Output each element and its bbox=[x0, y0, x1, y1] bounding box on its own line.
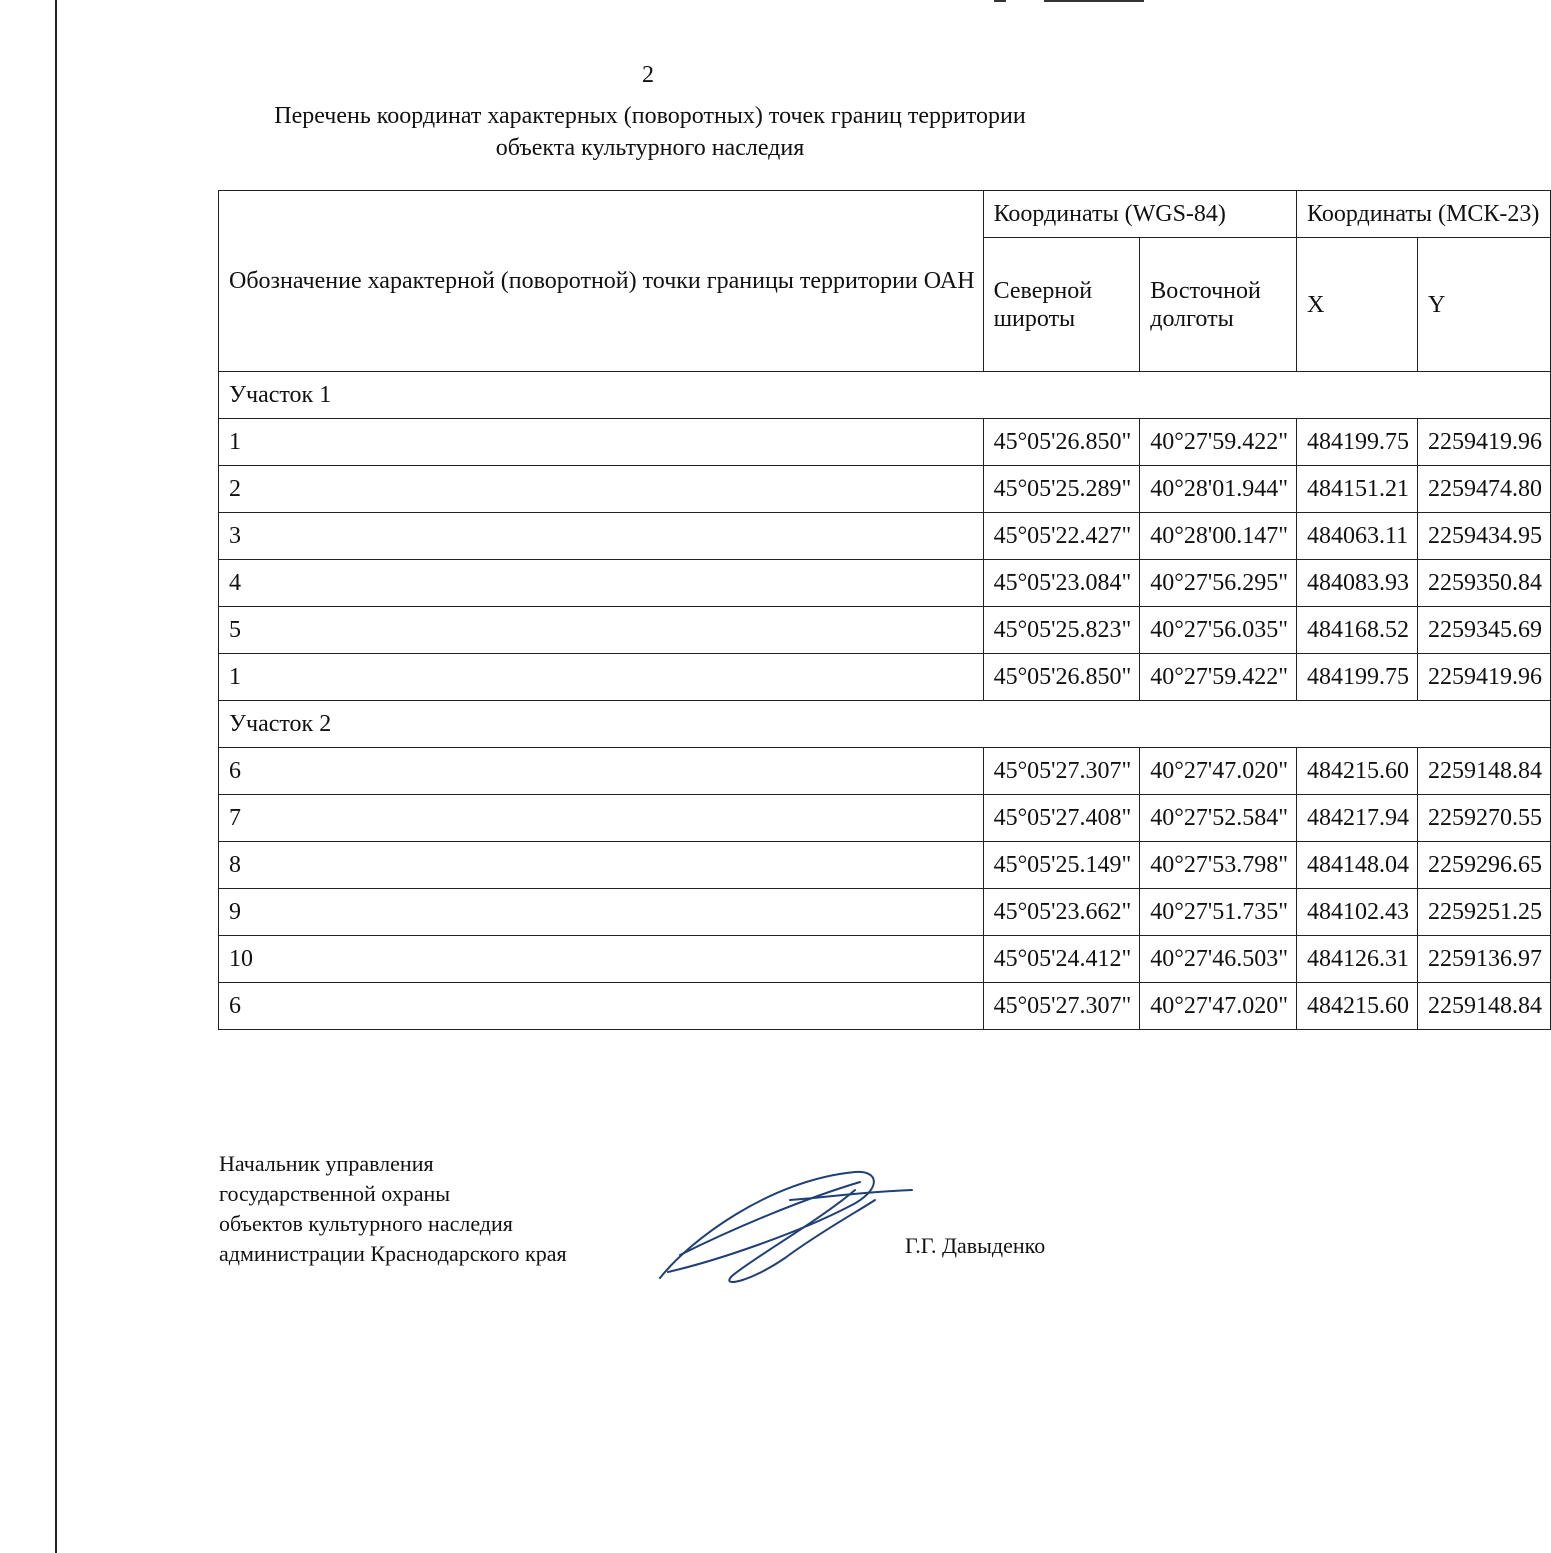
x-cell: 484126.31 bbox=[1297, 936, 1418, 983]
section-row bbox=[219, 701, 1551, 748]
point-cell: 5 bbox=[219, 607, 984, 654]
title-line-2: объекта культурного наследия bbox=[495, 135, 805, 161]
coordinates-table-body bbox=[219, 191, 1551, 1030]
point-cell: 6 bbox=[219, 748, 984, 795]
x-cell: 484199.75 bbox=[1297, 419, 1418, 466]
signatory-title bbox=[219, 1149, 567, 1269]
table-row bbox=[219, 607, 1551, 654]
north-latitude-cell: 45°05'24.412" bbox=[983, 936, 1140, 983]
header-north-latitude: Северной широты bbox=[983, 238, 1140, 372]
y-cell: 2259148.84 bbox=[1418, 748, 1551, 795]
header-wgs84: Координаты (WGS-84) bbox=[983, 191, 1296, 238]
x-cell: 484063.11 bbox=[1297, 513, 1418, 560]
table-row bbox=[219, 513, 1551, 560]
point-cell: 10 bbox=[219, 936, 984, 983]
y-cell: 2259434.95 bbox=[1418, 513, 1551, 560]
x-cell: 484199.75 bbox=[1297, 654, 1418, 701]
north-latitude-cell: 45°05'23.084" bbox=[983, 560, 1140, 607]
north-latitude-cell: 45°05'27.307" bbox=[983, 983, 1140, 1030]
y-cell: 2259136.97 bbox=[1418, 936, 1551, 983]
east-longitude-cell: 40°27'46.503" bbox=[1140, 936, 1297, 983]
x-cell: 484215.60 bbox=[1297, 748, 1418, 795]
handwritten-signature bbox=[620, 1160, 920, 1290]
header-point-label: Обозначение характерной (поворотной) точки границы территории ОАН bbox=[219, 191, 984, 372]
point-cell: 4 bbox=[219, 560, 984, 607]
east-longitude-cell: 40°28'01.944" bbox=[1140, 466, 1297, 513]
north-latitude-cell: 45°05'25.289" bbox=[983, 466, 1140, 513]
table-header-row-1 bbox=[219, 191, 1551, 238]
north-latitude-cell: 45°05'25.823" bbox=[983, 607, 1140, 654]
table-row bbox=[219, 889, 1551, 936]
north-latitude-cell: 45°05'27.408" bbox=[983, 795, 1140, 842]
north-latitude-cell: 45°05'23.662" bbox=[983, 889, 1140, 936]
header-y: Y bbox=[1418, 238, 1551, 372]
table-row bbox=[219, 983, 1551, 1030]
east-longitude-cell: 40°27'59.422" bbox=[1140, 654, 1297, 701]
y-cell: 2259419.96 bbox=[1418, 654, 1551, 701]
point-cell: 7 bbox=[219, 795, 984, 842]
section-title: Участок 1 bbox=[219, 372, 1551, 419]
signatory-line-1: Начальник управления bbox=[219, 1151, 434, 1176]
point-cell: 3 bbox=[219, 513, 984, 560]
east-longitude-cell: 40°27'52.584" bbox=[1140, 795, 1297, 842]
north-latitude-cell: 45°05'26.850" bbox=[983, 654, 1140, 701]
page-number: 2 bbox=[642, 62, 654, 88]
scan-edge-top bbox=[994, 0, 1144, 3]
table-row bbox=[219, 419, 1551, 466]
header-x: X bbox=[1297, 238, 1418, 372]
east-longitude-cell: 40°27'47.020" bbox=[1140, 748, 1297, 795]
x-cell: 484083.93 bbox=[1297, 560, 1418, 607]
x-cell: 484102.43 bbox=[1297, 889, 1418, 936]
point-cell: 1 bbox=[219, 654, 984, 701]
signatory-line-2: государственной охраны bbox=[219, 1181, 451, 1206]
signatory-line-3: объектов культурного наследия bbox=[219, 1211, 513, 1236]
table-row bbox=[219, 466, 1551, 513]
north-latitude-cell: 45°05'27.307" bbox=[983, 748, 1140, 795]
east-longitude-cell: 40°27'56.035" bbox=[1140, 607, 1297, 654]
y-cell: 2259148.84 bbox=[1418, 983, 1551, 1030]
title-line-1: Перечень координат характерных (поворотных) точек границ территории bbox=[274, 103, 1026, 129]
y-cell: 2259474.80 bbox=[1418, 466, 1551, 513]
table-row bbox=[219, 795, 1551, 842]
x-cell: 484217.94 bbox=[1297, 795, 1418, 842]
east-longitude-cell: 40°27'59.422" bbox=[1140, 419, 1297, 466]
header-east-longitude: Восточной долготы bbox=[1140, 238, 1297, 372]
east-longitude-cell: 40°27'51.735" bbox=[1140, 889, 1297, 936]
y-cell: 2259251.25 bbox=[1418, 889, 1551, 936]
y-cell: 2259345.69 bbox=[1418, 607, 1551, 654]
east-longitude-cell: 40°28'00.147" bbox=[1140, 513, 1297, 560]
table-row bbox=[219, 748, 1551, 795]
point-cell: 6 bbox=[219, 983, 984, 1030]
east-longitude-cell: 40°27'56.295" bbox=[1140, 560, 1297, 607]
x-cell: 484151.21 bbox=[1297, 466, 1418, 513]
x-cell: 484168.52 bbox=[1297, 607, 1418, 654]
scan-edge-left bbox=[55, 0, 57, 1553]
section-row bbox=[219, 372, 1551, 419]
y-cell: 2259296.65 bbox=[1418, 842, 1551, 889]
point-cell: 8 bbox=[219, 842, 984, 889]
east-longitude-cell: 40°27'53.798" bbox=[1140, 842, 1297, 889]
north-latitude-cell: 45°05'22.427" bbox=[983, 513, 1140, 560]
point-cell: 2 bbox=[219, 466, 984, 513]
section-title: Участок 2 bbox=[219, 701, 1551, 748]
point-cell: 1 bbox=[219, 419, 984, 466]
table-row bbox=[219, 842, 1551, 889]
y-cell: 2259270.55 bbox=[1418, 795, 1551, 842]
document-title bbox=[200, 100, 1100, 164]
signatory-line-4: администрации Краснодарского края bbox=[219, 1241, 567, 1266]
y-cell: 2259350.84 bbox=[1418, 560, 1551, 607]
signatory-name: Г.Г. Давыденко bbox=[905, 1233, 1046, 1258]
x-cell: 484215.60 bbox=[1297, 983, 1418, 1030]
x-cell: 484148.04 bbox=[1297, 842, 1418, 889]
header-msk23: Координаты (МСК-23) bbox=[1297, 191, 1551, 238]
coordinates-table bbox=[218, 190, 1551, 1030]
north-latitude-cell: 45°05'26.850" bbox=[983, 419, 1140, 466]
y-cell: 2259419.96 bbox=[1418, 419, 1551, 466]
table-row bbox=[219, 936, 1551, 983]
point-cell: 9 bbox=[219, 889, 984, 936]
east-longitude-cell: 40°27'47.020" bbox=[1140, 983, 1297, 1030]
table-row bbox=[219, 560, 1551, 607]
north-latitude-cell: 45°05'25.149" bbox=[983, 842, 1140, 889]
table-row bbox=[219, 654, 1551, 701]
